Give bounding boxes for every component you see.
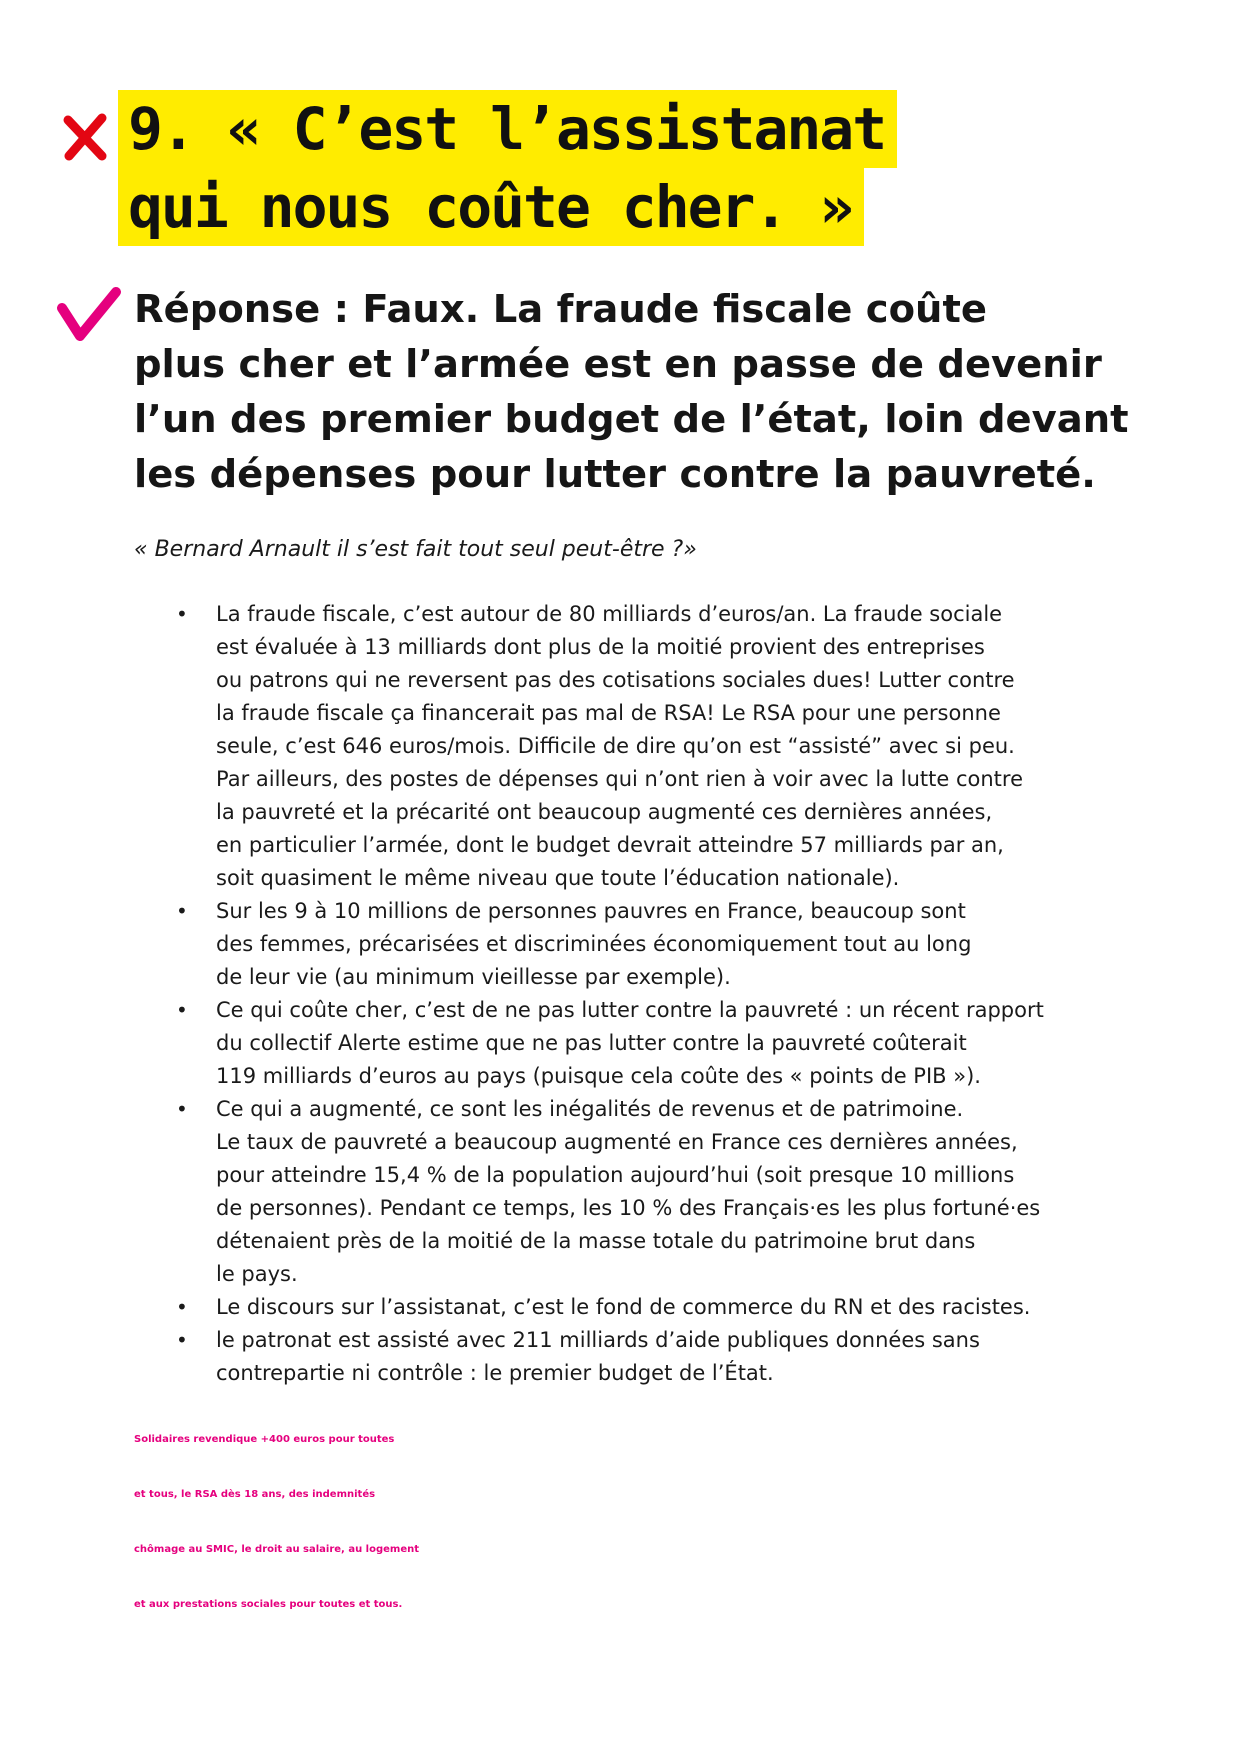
- list-item: [172, 1291, 1172, 1324]
- list-item: [172, 1093, 1172, 1291]
- check-icon: [56, 286, 122, 344]
- list-item-line: soit quasiment le même niveau que toute l’éducation nationale).: [216, 866, 900, 890]
- cross-icon: [60, 112, 110, 162]
- list-item-line: • Sur les 9 à 10 millions de personnes pauvres en France, beaucoup sont: [216, 899, 966, 923]
- list-item-line: est évaluée à 13 milliards dont plus de la moitié provient des entreprises: [216, 635, 985, 659]
- heading-line-2: qui nous coûte cher. »: [118, 168, 864, 246]
- list-item-line: • La fraude fiscale, c’est autour de 80 milliards d’euros/an. La fraude sociale: [216, 602, 1003, 626]
- list-item-line: Le taux de pauvreté a beaucoup augmenté en France ces dernières années,: [216, 1130, 1018, 1154]
- list-item-line: • Le discours sur l’assistanat, c’est le fond de commerce du RN et des racistes.: [216, 1295, 1031, 1319]
- list-item-line: la fraude fiscale ça financerait pas mal de RSA! Le RSA pour une personne: [216, 701, 1001, 725]
- quote: « Bernard Arnault il s’est fait tout seul peut-être ?»: [134, 537, 697, 562]
- list-item: [172, 598, 1172, 895]
- answer-line: Réponse : Faux. La fraude fiscale coûte: [134, 287, 987, 332]
- heading-line-1: 9. « C’est l’assistanat: [118, 90, 897, 168]
- list-item-line: en particulier l’armée, dont le budget devrait atteindre 57 milliards par an,: [216, 833, 1004, 857]
- list-item-line: • le patronat est assisté avec 211 milliards d’aide publiques données sans: [216, 1328, 980, 1352]
- list-item-line: 119 milliards d’euros au pays (puisque cela coûte des « points de PIB »).: [216, 1064, 981, 1088]
- list-item-line: Par ailleurs, des postes de dépenses qui n’ont rien à voir avec la lutte contre: [216, 767, 1023, 791]
- closing-statement: [134, 1412, 1214, 1632]
- list-item-line: du collectif Alerte estime que ne pas lutter contre la pauvreté coûterait: [216, 1031, 967, 1055]
- list-item-line: la pauvreté et la précarité ont beaucoup augmenté ces dernières années,: [216, 800, 993, 824]
- list-item-line: seule, c’est 646 euros/mois. Difficile de dire qu’on est “assisté” avec si peu.: [216, 734, 1015, 758]
- list-item-line: détenaient près de la moitié de la masse totale du patrimoine brut dans: [216, 1229, 976, 1253]
- list-item: [172, 895, 1172, 994]
- list-item-line: de personnes). Pendant ce temps, les 10 % des Français·es les plus fortuné·es: [216, 1196, 1041, 1220]
- answer-line: plus cher et l’armée est en passe de devenir: [134, 342, 1102, 387]
- list-item-line: le pays.: [216, 1262, 298, 1286]
- bullet-list: [172, 598, 1172, 1390]
- closing-line: Solidaires revendique +400 euros pour toutes: [134, 1434, 395, 1445]
- list-item-line: contrepartie ni contrôle : le premier budget de l’État.: [216, 1361, 774, 1385]
- list-item: [172, 1324, 1172, 1390]
- list-item-line: pour atteindre 15,4 % de la population aujourd’hui (soit presque 10 millions: [216, 1163, 1015, 1187]
- list-item: [172, 994, 1172, 1093]
- answer-line: les dépenses pour lutter contre la pauvreté.: [134, 452, 1096, 497]
- closing-line: et aux prestations sociales pour toutes et tous.: [134, 1599, 403, 1610]
- list-item-line: ou patrons qui ne reversent pas des cotisations sociales dues! Lutter contre: [216, 668, 1015, 692]
- list-item-line: • Ce qui a augmenté, ce sont les inégalités de revenus et de patrimoine.: [216, 1097, 964, 1121]
- answer-line: l’un des premier budget de l’état, loin devant: [134, 397, 1129, 442]
- closing-line: et tous, le RSA dès 18 ans, des indemnités: [134, 1489, 376, 1500]
- answer-text: [134, 282, 1154, 502]
- closing-line: chômage au SMIC, le droit au salaire, au logement: [134, 1544, 420, 1555]
- list-item-line: des femmes, précarisées et discriminées économiquement tout au long: [216, 932, 972, 956]
- list-item-line: de leur vie (au minimum vieillesse par exemple).: [216, 965, 731, 989]
- list-item-line: • Ce qui coûte cher, c’est de ne pas lutter contre la pauvreté : un récent rapport: [216, 998, 1044, 1022]
